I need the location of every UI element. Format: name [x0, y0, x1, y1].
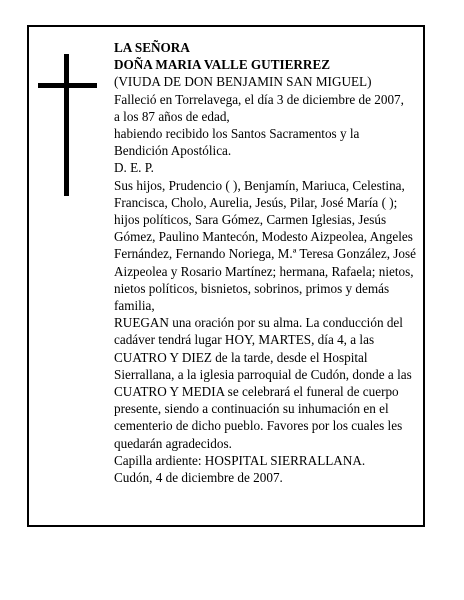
- date-place-line: Cudón, 4 de diciembre de 2007.: [114, 470, 283, 486]
- cross-vertical-bar: [64, 54, 69, 196]
- funeral-paragraph: RUEGAN una oración por su alma. La conducción del cadáver tendrá lugar HOY, MARTES, día 4, a las CUATRO Y DIEZ de la tarde, desde el Hospital Sierrallana, a la iglesia parroquial de Cudón, donde a las CUATRO Y MEDIA se celebrará el funeral de cuerpo presente, siendo a continuación su inhumación en el cementerio de dicho pueblo. Favores por los cuales les quedarán agradecidos.: [114, 315, 412, 451]
- rip-line: D. E. P.: [114, 160, 154, 176]
- deceased-name: DOÑA MARIA VALLE GUTIERREZ: [114, 57, 331, 73]
- death-line-2: a los 87 años de edad,: [114, 108, 230, 124]
- cross-horizontal-bar: [38, 83, 97, 88]
- obituary-text: [114, 39, 420, 486]
- sacraments-line-2: Bendición Apostólica.: [114, 143, 232, 159]
- widow-of: (VIUDA DE DON BENJAMIN SAN MIGUEL): [114, 74, 372, 90]
- family-paragraph: Sus hijos, Prudencio ( ), Benjamín, Mariuca, Celestina, Francisca, Cholo, Aurelia, Jesús, Pilar, José María ( ); hijos políticos, Sara Gómez, Carmen Iglesias, Jesús Gómez, Paulino Mantecón, Modesto Aizpeolea, Angeles Fernández, Fernando Noriega, M.ª Teresa González, José Aizpeolea y Rosario Martínez; hermana, Rafaela; nietos, nietos políticos, bisnietos, sobrinos, primos y demás familia,: [114, 177, 417, 314]
- death-line-1: Falleció en Torrelavega, el día 3 de diciembre de 2007,: [114, 91, 404, 107]
- notice-title: LA SEÑORA: [114, 40, 190, 55]
- sacraments-line-1: habiendo recibido los Santos Sacramentos y la: [114, 126, 360, 142]
- chapel-line: Capilla ardiente: HOSPITAL SIERRALLANA.: [114, 452, 366, 468]
